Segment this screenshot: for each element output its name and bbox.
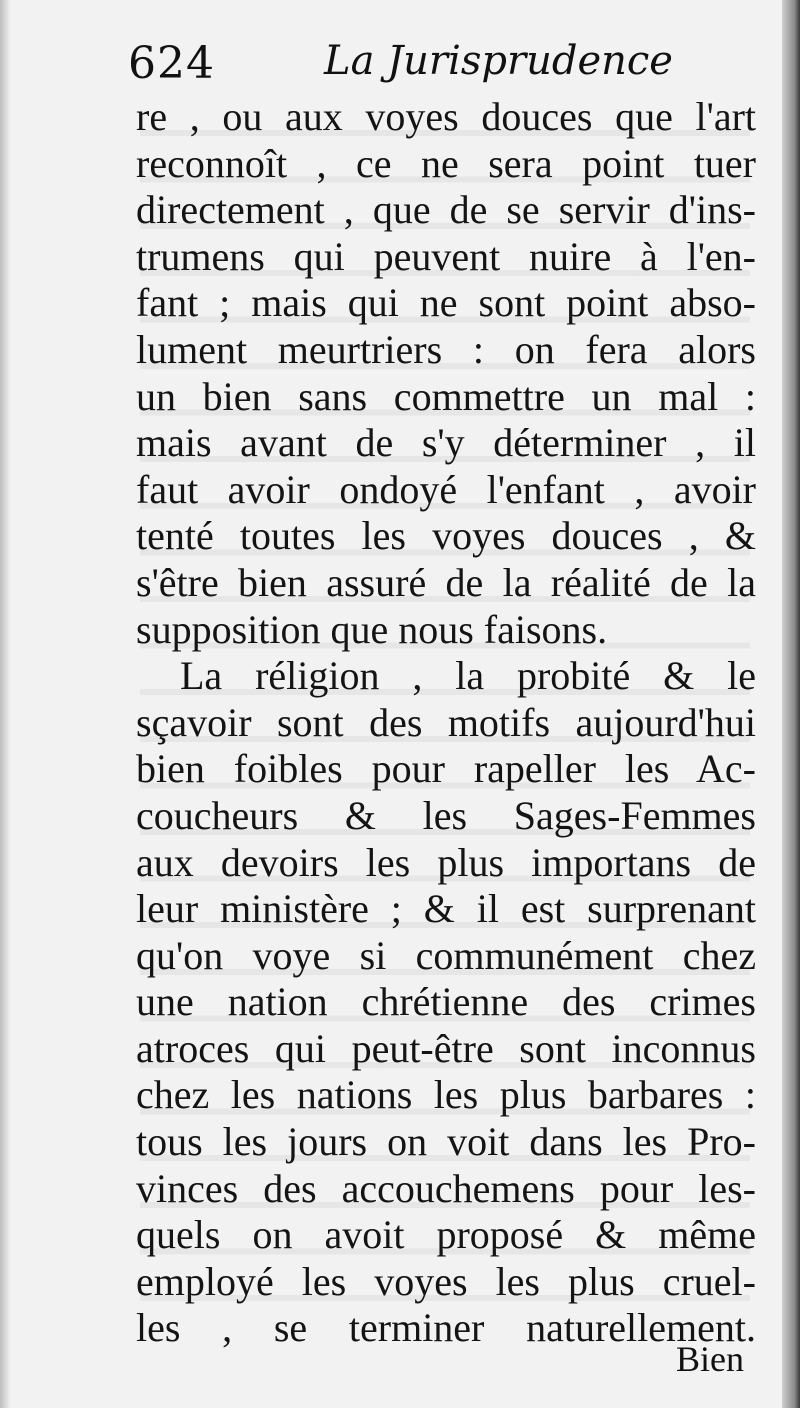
catchword: Bien bbox=[676, 1339, 744, 1379]
text-line: employé les voyes les plus cruel- bbox=[136, 1258, 756, 1304]
text-line: re , ou aux voyes douces que l'art bbox=[136, 94, 756, 139]
text-line: trumens qui peuvent nuire à l'en- bbox=[136, 233, 756, 279]
text-line: aux devoirs les plus importans de bbox=[136, 839, 756, 885]
text-line: sçavoir sont des motifs aujourd'hui bbox=[136, 699, 756, 745]
text-line: lument meurtriers : on fera alors bbox=[136, 326, 756, 372]
text-line: leur ministère ; & il est surprenant bbox=[136, 886, 756, 932]
text-line: chez les nations les plus barbares : bbox=[136, 1072, 756, 1118]
running-header bbox=[128, 34, 738, 94]
text-line: coucheurs & les Sages-Femmes bbox=[136, 792, 756, 838]
text-line: tous les jours on voit dans les Pro- bbox=[136, 1119, 756, 1165]
text-line: quels on avoit proposé & même bbox=[136, 1212, 756, 1258]
text-line: atroces qui peut-être sont inconnus bbox=[136, 1025, 756, 1071]
page-number: 624 bbox=[128, 38, 215, 89]
running-title: La Jurisprudence bbox=[324, 38, 673, 84]
paragraph-end-line: supposition que nous faisons. bbox=[136, 606, 608, 652]
paragraph-start-line: La réligion , la probité & le bbox=[180, 653, 756, 699]
text-line: mais avant de s'y déterminer , il bbox=[136, 420, 756, 466]
text-line: tenté toutes les voyes douces , & bbox=[136, 513, 756, 559]
text-line: directement , que de se servir d'ins- bbox=[136, 187, 756, 233]
text-line: une nation chrétienne des crimes bbox=[136, 979, 756, 1025]
text-line: s'être bien assuré de la réalité de la bbox=[136, 559, 756, 605]
text-line: vinces des accouchemens pour les- bbox=[136, 1165, 756, 1211]
text-line: les , se terminer naturellement. bbox=[136, 1305, 756, 1351]
text-line: fant ; mais qui ne sont point abso- bbox=[136, 280, 756, 326]
page-edge-shadow bbox=[782, 0, 800, 1408]
page-gutter-shadow bbox=[0, 0, 10, 1408]
text-line: faut avoir ondoyé l'enfant , avoir bbox=[136, 466, 756, 512]
text-line: un bien sans commettre un mal : bbox=[136, 373, 756, 419]
text-line: reconnoît , ce ne sera point tuer bbox=[136, 140, 756, 186]
text-line: qu'on voye si communément chez bbox=[136, 932, 756, 978]
text-line: bien foibles pour rapeller les Ac- bbox=[136, 746, 756, 792]
body-text bbox=[136, 94, 756, 1352]
